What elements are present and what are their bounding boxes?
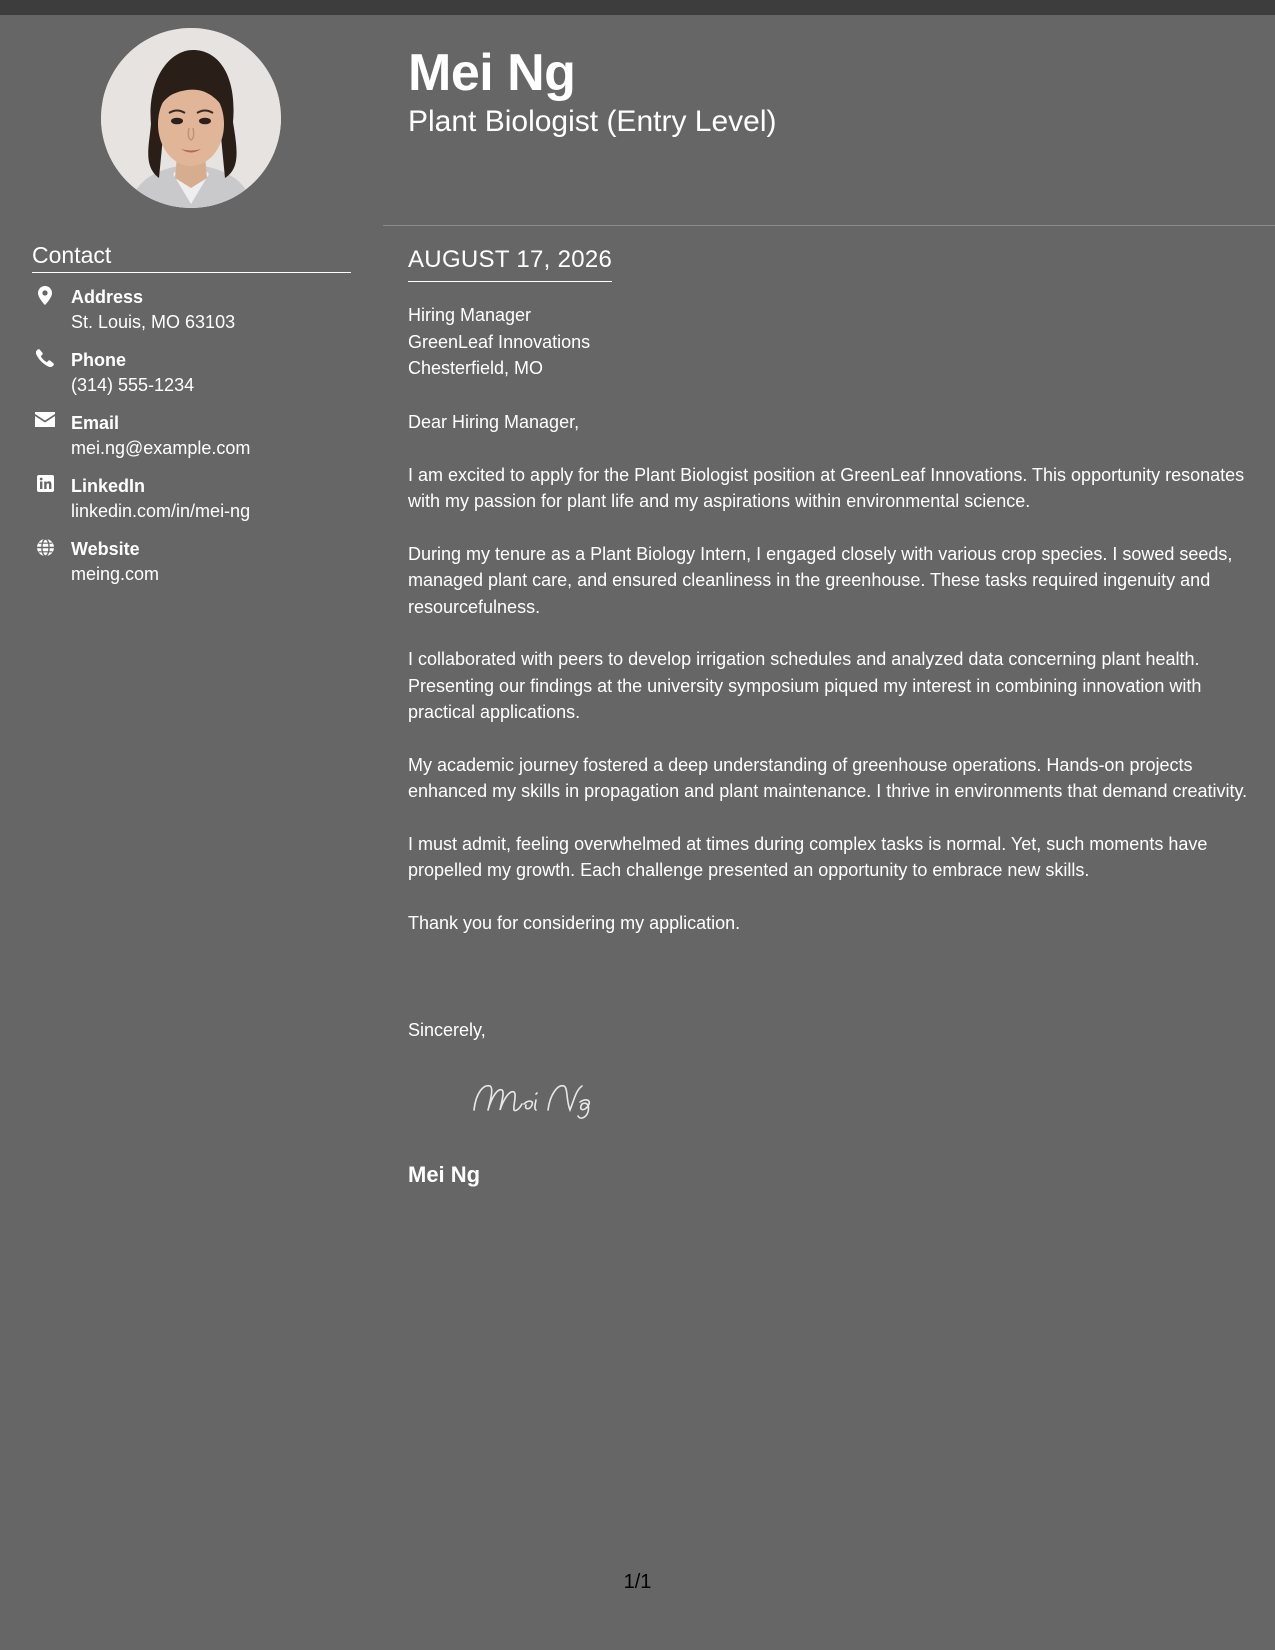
thanks-line: Thank you for considering my application. [408, 912, 741, 933]
contact-label-website: Website [71, 539, 140, 559]
salutation: Dear Hiring Manager, [408, 412, 580, 432]
contact-label-phone: Phone [71, 350, 127, 370]
contact-label-linkedin: LinkedIn [71, 476, 146, 496]
globe-icon [32, 538, 58, 560]
contact-item-linkedin [32, 474, 362, 537]
signed-name: Mei Ng [408, 1162, 481, 1187]
letter-body [408, 409, 1258, 962]
contact-label-address: Address [71, 287, 144, 307]
handwritten-signature [468, 1072, 608, 1122]
contact-value-address: St. Louis, MO 63103 [71, 312, 236, 332]
contact-heading: Contact [32, 241, 351, 273]
letter-paragraph: I must admit, feeling overwhelmed at times during complex tasks is normal. Yet, such moments have propelled my growth. Each challenge presented an opportunity to embrace new skills. [408, 833, 1208, 880]
header-divider [383, 225, 1275, 226]
contact-item-email [32, 411, 362, 474]
contact-value-linkedin[interactable]: linkedin.com/in/mei-ng [71, 501, 251, 521]
phone-icon [32, 349, 58, 371]
letter-paragraph: During my tenure as a Plant Biology Intern, I engaged closely with various crop species. I sowed seeds, managed plant care, and ensured cleanliness in the greenhouse. These tasks required ingenuity and resourcefulness. [408, 543, 1233, 617]
recipient-line: Hiring Manager [408, 305, 532, 325]
contact-item-address [32, 285, 362, 348]
closing: Sincerely, [408, 1020, 486, 1040]
contact-label-email: Email [71, 413, 120, 433]
contact-value-phone[interactable]: (314) 555-1234 [71, 375, 195, 395]
contact-value-email[interactable]: mei.ng@example.com [71, 438, 251, 458]
contact-item-website [32, 537, 362, 600]
linkedin-icon [32, 475, 58, 497]
location-pin-icon [32, 286, 58, 308]
letter-date: AUGUST 17, 2026 [408, 244, 612, 282]
top-strip [0, 0, 1275, 15]
contact-item-phone [32, 348, 362, 411]
job-title: Plant Biologist (Entry Level) [408, 105, 777, 138]
letter-paragraph: My academic journey fostered a deep understanding of greenhouse operations. Hands-on projects enhanced my skills in propagation and plant maintenance. I thrive in environments that demand creativity. [408, 754, 1248, 801]
letter-paragraph: I am excited to apply for the Plant Biologist position at GreenLeaf Innovations. This opportunity resonates with my passion for plant life and my aspirations within environmental science. [408, 464, 1245, 511]
contact-value-website[interactable]: meing.com [71, 564, 160, 584]
envelope-icon [32, 412, 58, 434]
recipient-block [408, 302, 590, 382]
recipient-line: GreenLeaf Innovations [408, 331, 591, 352]
avatar [101, 28, 281, 208]
applicant-name: Mei Ng [408, 44, 576, 102]
recipient-line: Chesterfield, MO [408, 358, 544, 378]
letter-paragraph: I collaborated with peers to develop irrigation schedules and analyzed data concerning plant health. Presenting our findings at the university symposium piqued my interest in combining innovation with practical applications. [408, 649, 1202, 722]
portrait-photo [101, 28, 281, 208]
page-number: 1/1 [623, 1571, 652, 1593]
contact-list [32, 285, 362, 600]
sidebar [0, 15, 383, 1650]
